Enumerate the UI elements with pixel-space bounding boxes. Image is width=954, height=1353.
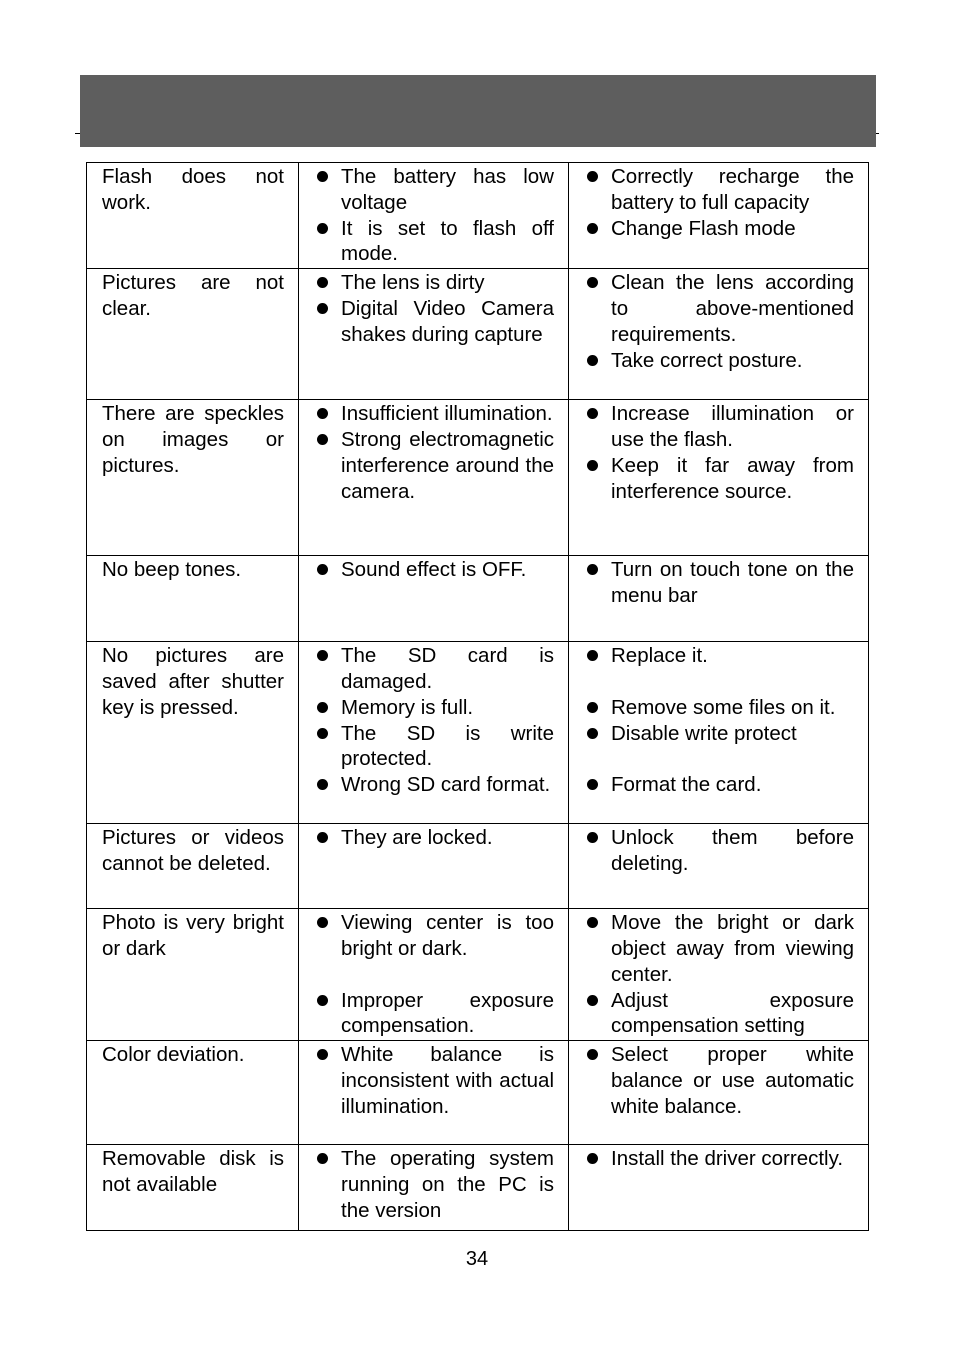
solution-list: [584, 164, 854, 241]
problem-cell: Color deviation.: [87, 1041, 299, 1145]
solution-item: Remove some files on it.: [584, 695, 854, 721]
solution-item: Disable write protect: [584, 721, 854, 747]
solution-cell: [569, 824, 869, 909]
solution-item: Increase illumination or use the flash.: [584, 401, 854, 453]
cause-item: Viewing center is too bright or dark.: [314, 910, 554, 962]
solution-item: Keep it far away from interference source.: [584, 453, 854, 505]
solution-cell: [569, 909, 869, 1041]
solution-cell: [569, 1041, 869, 1145]
problem-cell: There are speckles on images or pictures.: [87, 400, 299, 556]
table-row: [87, 909, 869, 1041]
cause-list: [314, 1146, 554, 1223]
cause-item: Memory is full.: [314, 695, 554, 721]
solution-list: [584, 643, 854, 798]
cause-cell: [299, 909, 569, 1041]
table-row: [87, 556, 869, 642]
cause-item: It is set to flash off mode.: [314, 216, 554, 268]
table-row: [87, 1145, 869, 1231]
cause-item: White balance is inconsistent with actual illumination.: [314, 1042, 554, 1119]
solution-list: [584, 401, 854, 504]
cause-item: Strong electromagnetic interference around the camera.: [314, 427, 554, 504]
table-body: [87, 163, 869, 1231]
solution-item: Clean the lens according to above-mentioned requirements.: [584, 270, 854, 347]
solution-cell: [569, 642, 869, 824]
table-row: [87, 163, 869, 269]
problem-cell: Pictures are not clear.: [87, 269, 299, 400]
solution-list: [584, 270, 854, 373]
solution-item: Change Flash mode: [584, 216, 854, 242]
cause-item: The operating system running on the PC is the version: [314, 1146, 554, 1223]
problem-cell: Pictures or videos cannot be deleted.: [87, 824, 299, 909]
solution-cell: [569, 400, 869, 556]
problem-cell: Flash does not work.: [87, 163, 299, 269]
solution-item: Unlock them before deleting.: [584, 825, 854, 877]
solution-list: [584, 557, 854, 609]
table-row: [87, 400, 869, 556]
troubleshooting-table: [86, 162, 869, 1231]
solution-list: [584, 1146, 854, 1172]
cause-cell: [299, 400, 569, 556]
cause-list: [314, 825, 554, 851]
problem-cell: Removable disk is not available: [87, 1145, 299, 1231]
cause-cell: [299, 1041, 569, 1145]
solution-cell: [569, 163, 869, 269]
cause-list: [314, 164, 554, 267]
solution-item: Move the bright or dark object away from viewing center.: [584, 910, 854, 987]
cause-cell: [299, 824, 569, 909]
cause-cell: [299, 1145, 569, 1231]
cause-cell: [299, 556, 569, 642]
cause-list: [314, 643, 554, 798]
solution-item: Take correct posture.: [584, 348, 854, 374]
problem-cell: No pictures are saved after shutter key is pressed.: [87, 642, 299, 824]
table-row: [87, 1041, 869, 1145]
solution-item: Install the driver correctly.: [584, 1146, 854, 1172]
problem-cell: Photo is very bright or dark: [87, 909, 299, 1041]
cause-item: Improper exposure compensation.: [314, 988, 554, 1040]
cause-item: The SD is write protected.: [314, 721, 554, 773]
cause-item: Sound effect is OFF.: [314, 557, 554, 583]
cause-item: Digital Video Camera shakes during capture: [314, 296, 554, 348]
solution-list: [584, 910, 854, 1039]
cause-cell: [299, 642, 569, 824]
cause-item: Wrong SD card format.: [314, 772, 554, 798]
solution-item: Replace it.: [584, 643, 854, 669]
solution-item: Adjust exposure compensation setting: [584, 988, 854, 1040]
table-row: [87, 824, 869, 909]
cause-item: The lens is dirty: [314, 270, 554, 296]
solution-cell: [569, 1145, 869, 1231]
solution-item: Turn on touch tone on the menu bar: [584, 557, 854, 609]
table-row: [87, 642, 869, 824]
cause-item: Insufficient illumination.: [314, 401, 554, 427]
problem-cell: No beep tones.: [87, 556, 299, 642]
cause-item: They are locked.: [314, 825, 554, 851]
solution-cell: [569, 269, 869, 400]
solution-cell: [569, 556, 869, 642]
cause-cell: [299, 163, 569, 269]
cause-list: [314, 557, 554, 583]
solution-item: Format the card.: [584, 772, 854, 798]
cause-item: The battery has low voltage: [314, 164, 554, 216]
solution-item: Select proper white balance or use automatic white balance.: [584, 1042, 854, 1119]
solution-list: [584, 825, 854, 877]
solution-item: Correctly recharge the battery to full capacity: [584, 164, 854, 216]
cause-list: [314, 1042, 554, 1119]
page-number: 34: [465, 1248, 489, 1270]
cause-list: [314, 910, 554, 1039]
cause-list: [314, 270, 554, 347]
solution-list: [584, 1042, 854, 1119]
cause-item: The SD card is damaged.: [314, 643, 554, 695]
cause-cell: [299, 269, 569, 400]
cause-list: [314, 401, 554, 504]
header-bar: [80, 75, 876, 147]
table-row: [87, 269, 869, 400]
